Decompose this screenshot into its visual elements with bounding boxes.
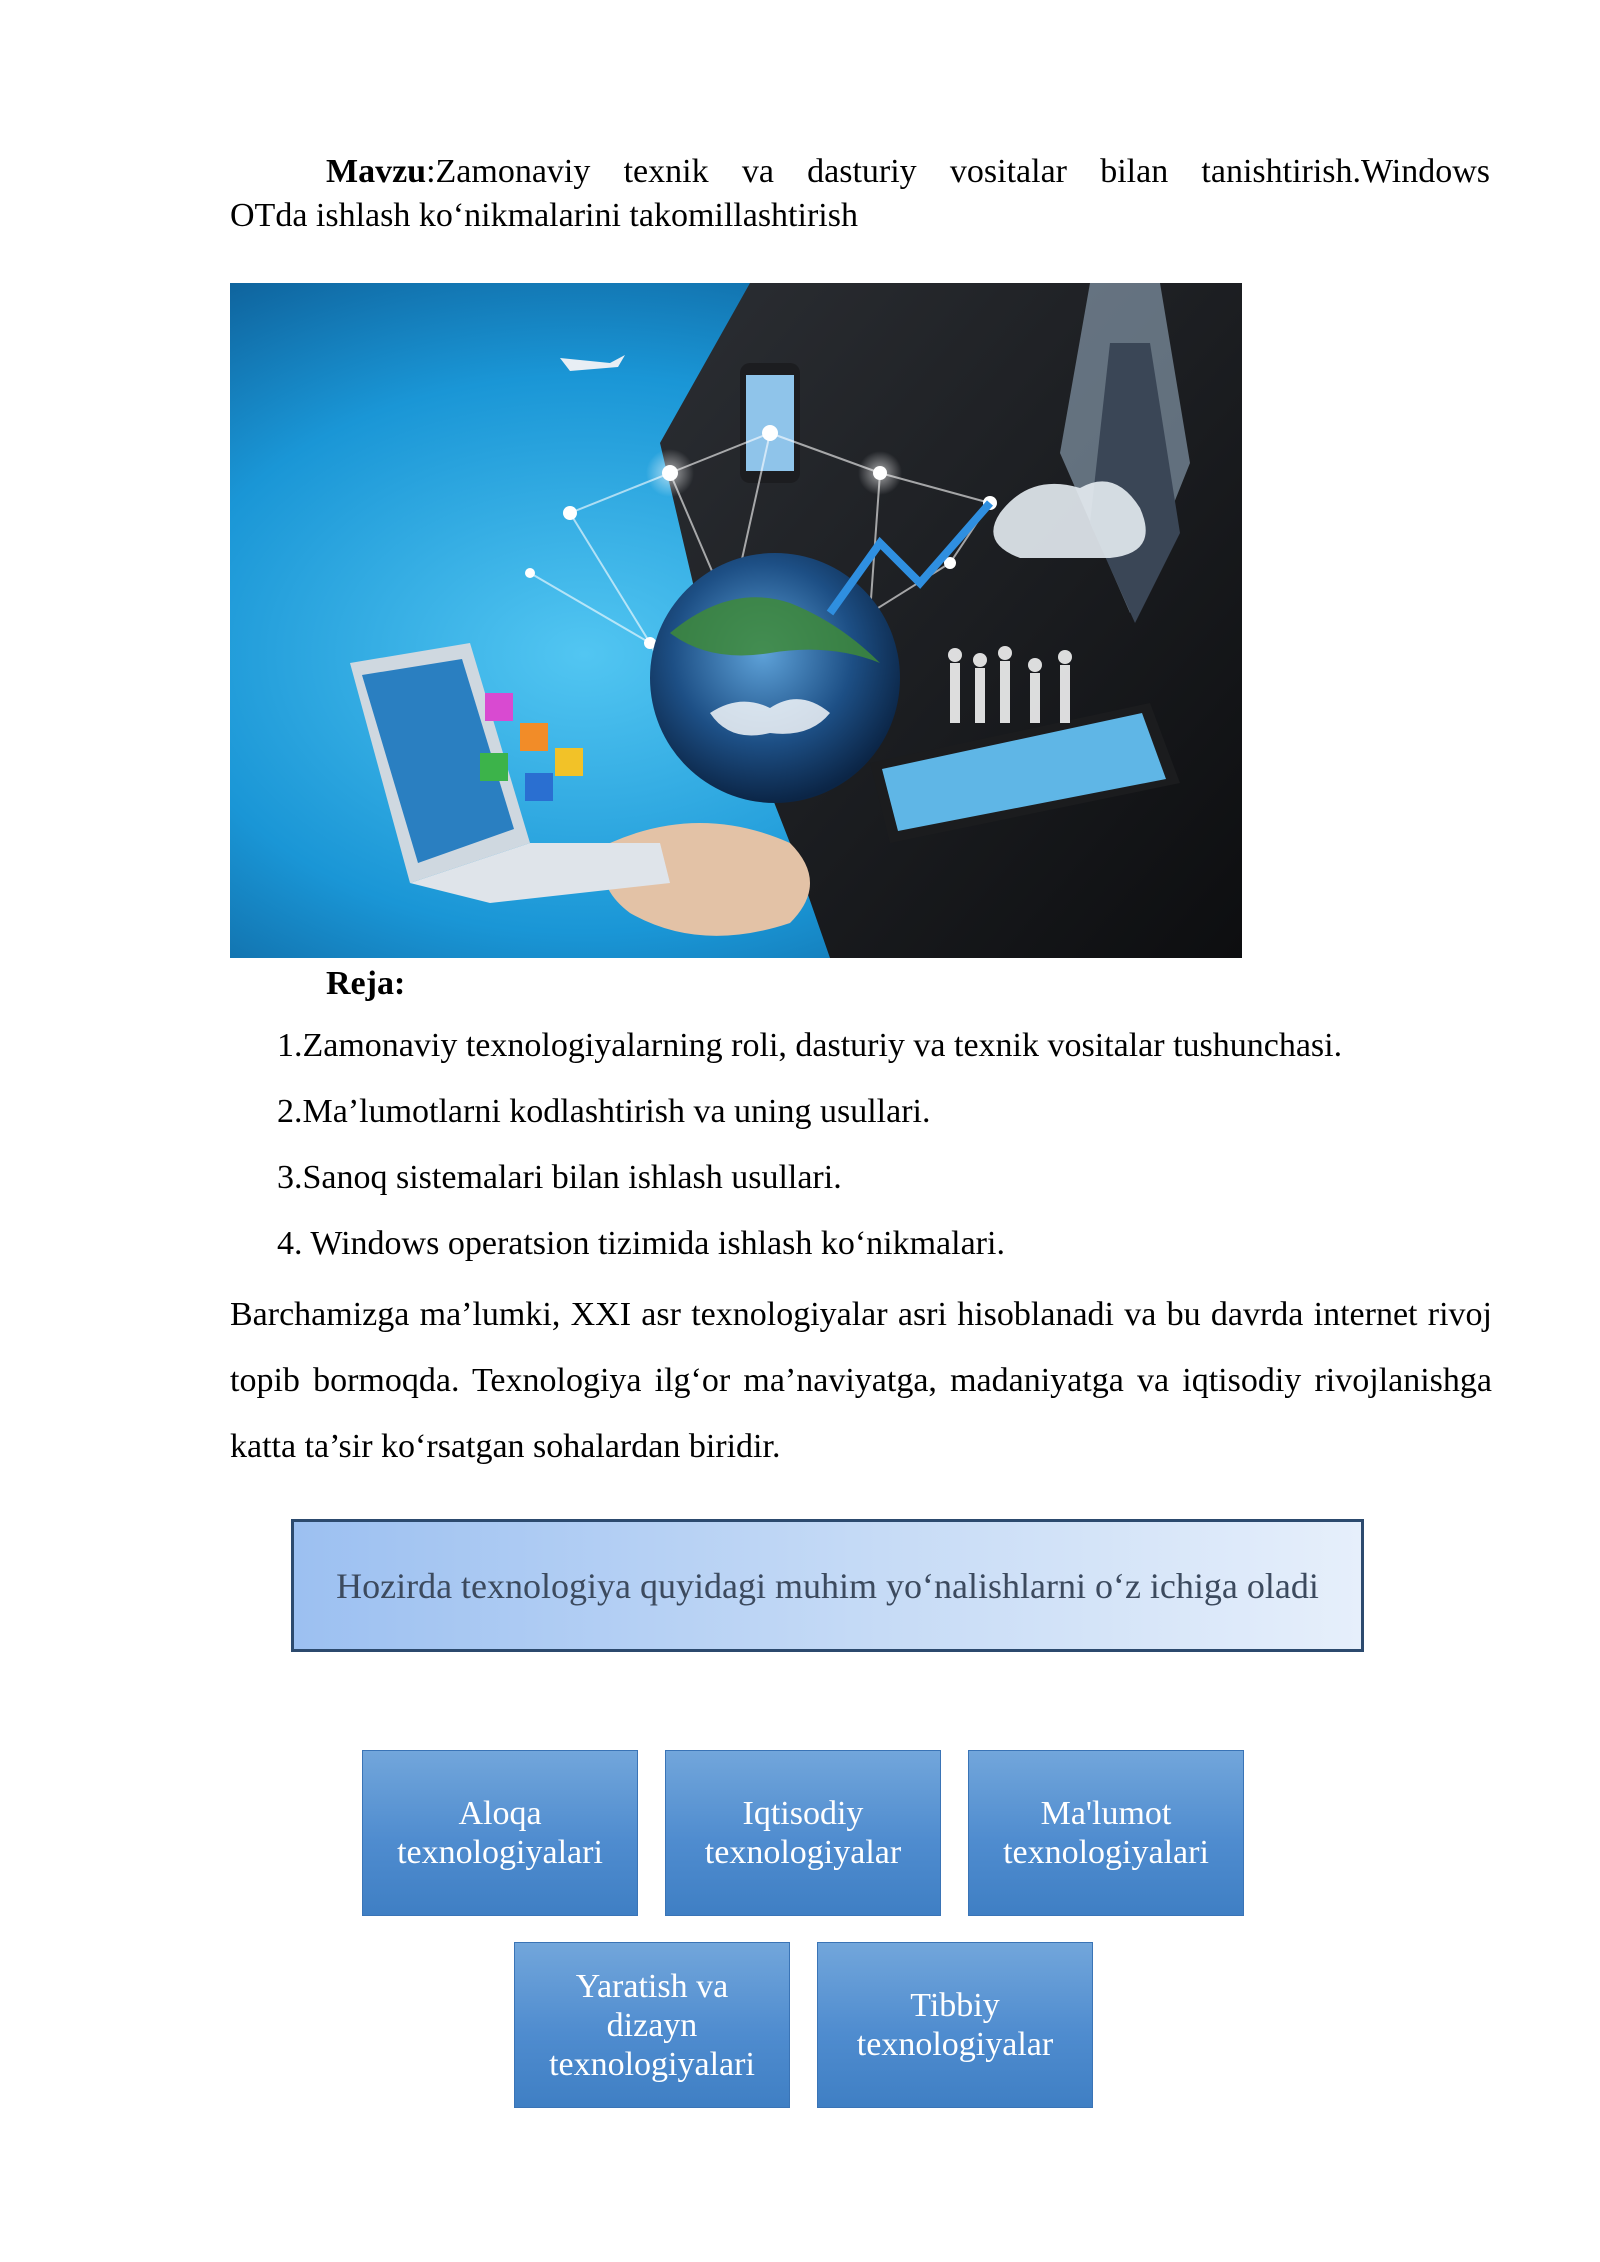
topic-label: Mavzu	[326, 153, 427, 190]
diagram-box-label: Tibbiy texnologiyalar	[856, 1987, 1054, 2063]
topic-text-1: :Zamonaviy texnik va dasturiy vositalar bilan tanishtirish.Windows	[426, 153, 1490, 190]
diagram-box-tibbiy	[817, 1942, 1093, 2108]
glow-node	[858, 451, 902, 495]
plan-item: 1.Zamonaviy texnologiyalarning roli, dasturiy va texnik vositalar tushunchasi.	[277, 1027, 1343, 1064]
glow-node	[646, 449, 694, 497]
diagram-box-iqtisodiy	[665, 1750, 941, 1916]
diagram-box-label: Yaratish va dizayn texnologiyalari	[549, 1967, 755, 2083]
topic-paragraph	[230, 150, 1490, 238]
plan-item: 3.Sanoq sistemalari bilan ishlash usullari.	[277, 1159, 842, 1196]
technology-illustration-drawing	[230, 283, 1242, 958]
diagram-box-label: Ma'lumot texnologiyalari	[1003, 1795, 1209, 1871]
plan-heading: Reja:	[326, 965, 406, 1002]
diagram-box-label: Iqtisodiy texnologiyalar	[704, 1795, 902, 1871]
diagram-banner: Hozirda texnologiya quyidagi muhim yo‘nalishlarni o‘z ichiga oladi	[291, 1519, 1364, 1652]
topic-line-1	[230, 150, 1490, 194]
phone-screen	[746, 375, 794, 471]
plan-item: 2.Ma’lumotlarni kodlashtirish va uning usullari.	[277, 1093, 931, 1130]
plan-item: 4. Windows operatsion tizimida ishlash ko‘nikmalari.	[277, 1225, 1005, 1262]
diagram-box-yaratish	[514, 1942, 790, 2108]
diagram-box-malumot	[968, 1750, 1244, 1916]
intro-paragraph: Barchamizga ma’lumki, XXI asr texnologiyalar asri hisoblanadi va bu davrda internet rivoj topib bormoqda. Texnologiya ilg‘or ma’naviyatga, madaniyatga va iqtisodiy rivojlanishga katta ta’sir ko‘rsatgan sohalardan biridir.	[230, 1296, 1492, 1465]
globe	[650, 553, 900, 803]
topic-line-2: OTda ishlash ko‘nikmalarini takomillashtirish	[230, 197, 858, 234]
diagram-box-aloqa	[362, 1750, 638, 1916]
technology-illustration	[230, 283, 1242, 958]
diagram-box-label: Aloqa texnologiyalari	[397, 1795, 603, 1871]
plan-list	[277, 1024, 1342, 1288]
